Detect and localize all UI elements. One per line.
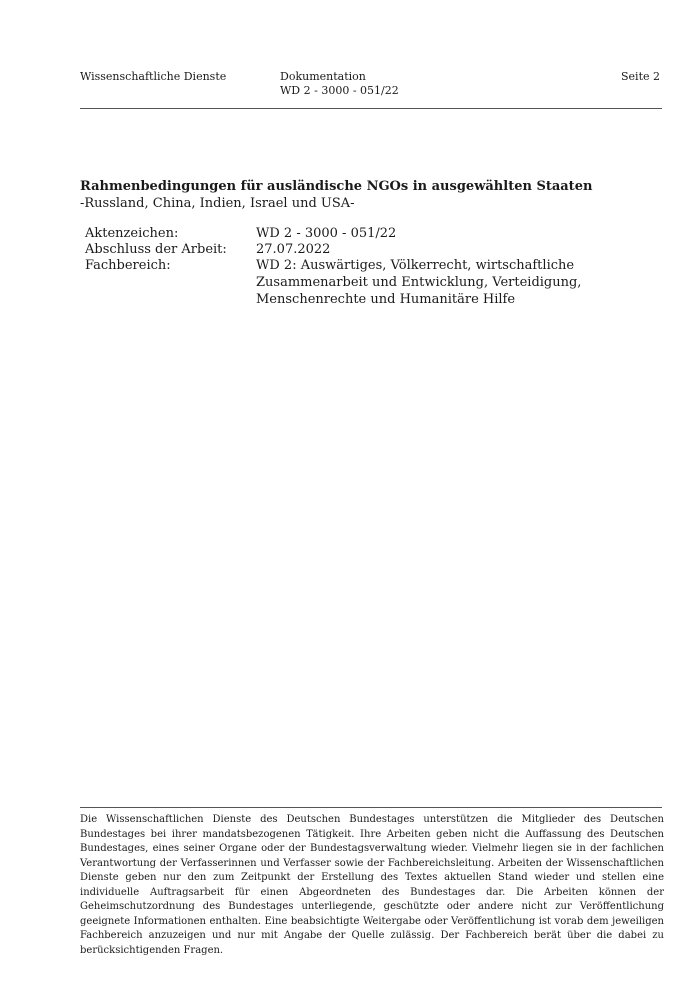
disclaimer-text: Die Wissenschaftlichen Dienste des Deutschen Bundestages unterstützen die Mitglieder des Deutschen Bundestages bei ihrer mandatsbezogenen Tätigkeit. Ihre Arbeiten geben nicht die Auffassung des Deutschen Bundestages, eines seiner Organe oder der Bundestagsverwaltung wieder. Vielmehr liegen sie in der fachlichen Verantwortung der Verfasserinnen und Verfasser sowie der Fachbereichsleitung. Arbeiten der Wissenschaftlichen Dienste geben nur den zum Zeitpunkt der Erstellung des Textes aktuellen Stand wieder und stellen eine individuelle Auftragsarbeit für einen Abgeordneten des Bundestages dar. Die Arbeiten können der Geheimschutzordnung des Bundestages unterliegende, geschützte oder andere nicht zur Veröffentlichung geeignete Informationen enthalten. Eine beabsichtigte Weitergabe oder Veröffentlichung ist vorab dem jeweiligen Fachbereich anzuzeigen und nur mit Angabe der Quelle zulässig. Der Fachbereich berät über die dabei zu berücksichtigenden Fragen. xyxy=(80,814,664,956)
header-doc-number: WD 2 - 3000 - 051/22 xyxy=(280,84,399,97)
page-number: Seite 2 xyxy=(621,70,660,83)
abschluss-value: 27.07.2022 xyxy=(256,242,331,257)
aktenzeichen-value: WD 2 - 3000 - 051/22 xyxy=(256,226,397,241)
footer-divider xyxy=(80,807,662,808)
header-institution: Wissenschaftliche Dienste xyxy=(80,70,227,83)
header-doc-type: Dokumentation xyxy=(280,70,366,83)
document-title: Rahmenbedingungen für ausländische NGOs in ausgewählten Staaten xyxy=(80,179,593,194)
header-divider xyxy=(80,108,662,109)
document-subtitle: -Russland, China, Indien, Israel und USA- xyxy=(80,196,355,211)
abschluss-label: Abschluss der Arbeit: xyxy=(85,242,227,257)
header-document-info xyxy=(280,70,399,98)
fachbereich-label: Fachbereich: xyxy=(85,258,171,273)
aktenzeichen-label: Aktenzeichen: xyxy=(85,226,179,241)
fachbereich-value: WD 2: Auswärtiges, Völkerrecht, wirtschaftliche Zusammenarbeit und Entwicklung, Verteidigung, Menschenrechte und Humanitäre Hilfe xyxy=(256,258,582,307)
